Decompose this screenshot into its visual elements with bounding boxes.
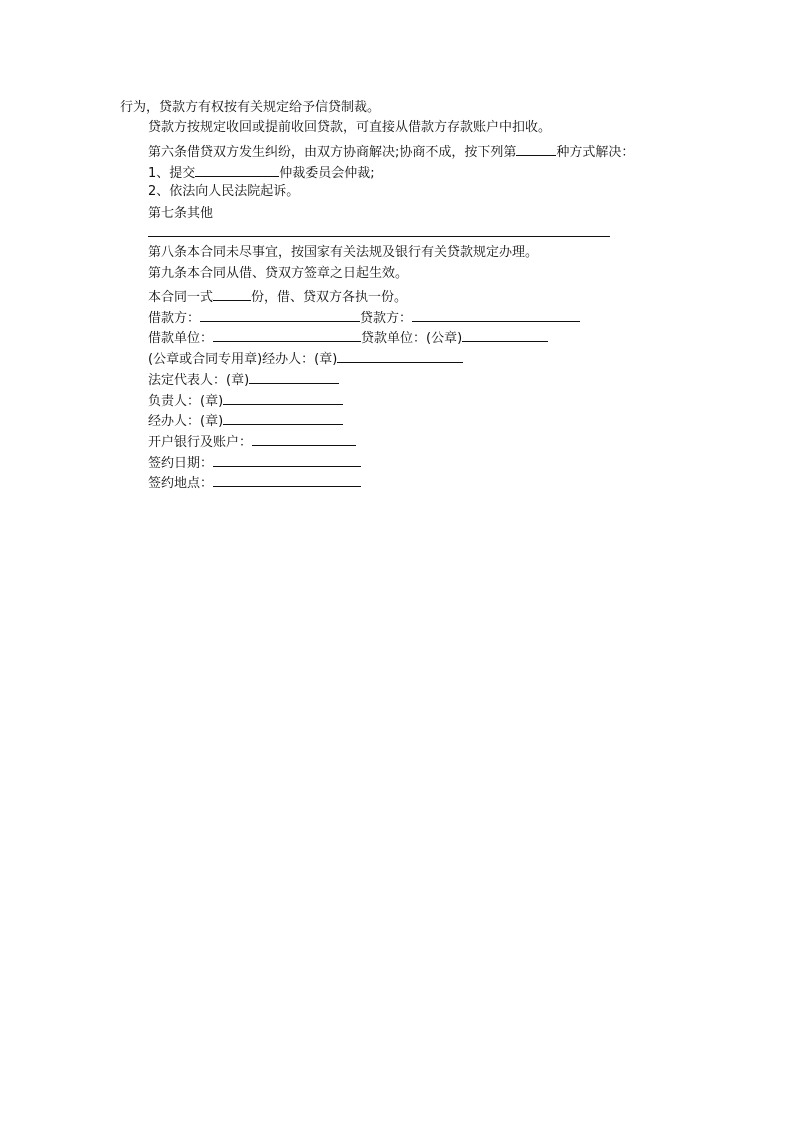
clause-six-text: 第六条借贷双方发生纠纷，由双方协商解决;协商不成，按下列第: [148, 145, 517, 160]
borrower-unit-label: 借款单位：: [148, 331, 214, 346]
clause-nine-text: 第九条本合同从借、贷双方签章之日起生效。: [148, 266, 409, 281]
responsible-line: [148, 392, 343, 408]
clause-eight-text: 第八条本合同未尽事宜，按国家有关法规及银行有关贷款规定办理。: [148, 245, 539, 260]
borrower-field[interactable]: [200, 309, 360, 322]
copies-text-tail: 份，借、贷双方各执一份。: [251, 290, 408, 305]
option-text-tail: 仲裁委员会仲裁;: [279, 166, 375, 181]
paragraph-text: 贷款方按规定收回或提前收回贷款，可直接从借款方存款账户中扣收。: [148, 120, 552, 135]
bank-account-line: [148, 433, 356, 449]
agent-label: 经办人：(章): [148, 414, 224, 429]
sign-date-line: [148, 454, 361, 470]
agent-line: [148, 412, 343, 428]
option-text: 1、提交: [148, 166, 196, 181]
option-court: [148, 184, 299, 200]
method-number-field[interactable]: [516, 143, 556, 156]
parties-line: [148, 309, 580, 325]
clause-nine: [148, 266, 408, 282]
bank-account-label: 开户银行及账户：: [148, 435, 253, 450]
option-arbitration: [148, 164, 375, 180]
seal-agent-field[interactable]: [337, 350, 463, 363]
copies-count-field[interactable]: [213, 288, 251, 301]
seal-agent-line: [148, 350, 463, 366]
clause-six: [148, 143, 634, 159]
paragraph-sanctions: [120, 100, 380, 116]
paragraph-recovery: [148, 120, 551, 136]
responsible-field[interactable]: [223, 392, 343, 405]
legal-rep-field[interactable]: [249, 371, 339, 384]
units-line: [148, 329, 548, 345]
clause-seven-blank-line[interactable]: [148, 236, 610, 237]
lender-unit-label: 贷款单位：(公章): [361, 331, 463, 346]
paragraph-text: 行为，贷款方有权按有关规定给予信贷制裁。: [120, 100, 381, 115]
agent-field[interactable]: [223, 412, 343, 425]
responsible-label: 负责人：(章): [148, 394, 224, 409]
clause-eight: [148, 245, 538, 261]
lender-unit-field[interactable]: [462, 329, 548, 342]
sign-date-field[interactable]: [213, 454, 361, 467]
sign-place-line: [148, 474, 361, 490]
copies-text: 本合同一式: [148, 290, 214, 305]
sign-place-label: 签约地点：: [148, 476, 214, 491]
seal-agent-label: (公章或合同专用章)经办人：(章): [148, 352, 338, 367]
legal-rep-line: [148, 371, 339, 387]
copies-line: [148, 288, 407, 304]
sign-place-field[interactable]: [213, 474, 361, 487]
option-text: 2、依法向人民法院起诉。: [148, 184, 300, 199]
clause-seven-text: 第七条其他: [148, 206, 214, 221]
arbitration-committee-field[interactable]: [195, 164, 279, 177]
bank-account-field[interactable]: [252, 433, 356, 446]
clause-seven: [148, 206, 213, 222]
clause-six-text-tail: 种方式解决：: [556, 145, 635, 160]
borrower-unit-field[interactable]: [213, 329, 361, 342]
sign-date-label: 签约日期：: [148, 456, 214, 471]
lender-field[interactable]: [412, 309, 580, 322]
lender-label: 贷款方：: [360, 311, 413, 326]
borrower-label: 借款方：: [148, 311, 201, 326]
legal-rep-label: 法定代表人：(章): [148, 373, 250, 388]
